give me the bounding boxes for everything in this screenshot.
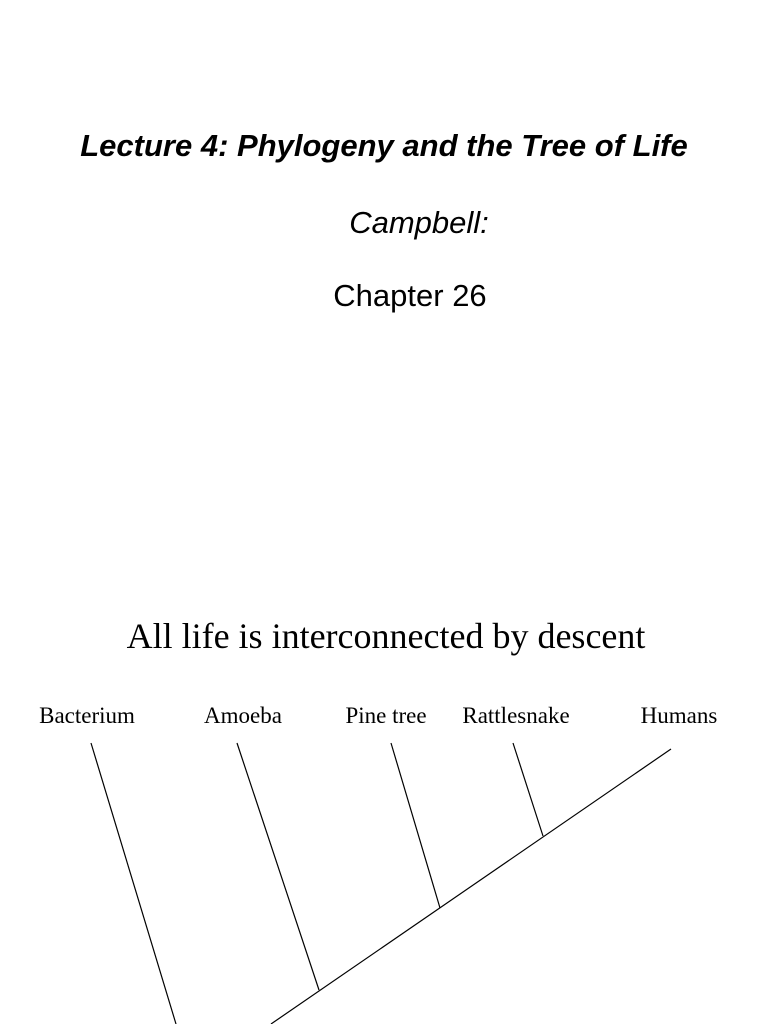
taxon-label-amoeba: Amoeba <box>204 703 282 728</box>
source-chapter: Chapter 26 <box>333 278 487 313</box>
taxon-label-humans: Humans <box>640 703 718 728</box>
taxon-label-pine-tree: Pine tree <box>345 703 427 728</box>
branch-bacterium <box>91 743 176 1024</box>
slide2-heading: All life is interconnected by descent <box>126 616 646 656</box>
source-author: Campbell: <box>349 205 489 240</box>
branch-rattlesnake <box>513 743 543 836</box>
branch-amoeba <box>237 743 319 990</box>
taxon-label-bacterium: Bacterium <box>39 703 135 728</box>
branch-pine-tree <box>391 743 440 908</box>
slide-title: Lecture 4: Phylogeny and the Tree of Life <box>80 128 688 163</box>
tree-trunk-branch <box>271 749 671 1024</box>
taxon-label-rattlesnake: Rattlesnake <box>462 703 570 728</box>
